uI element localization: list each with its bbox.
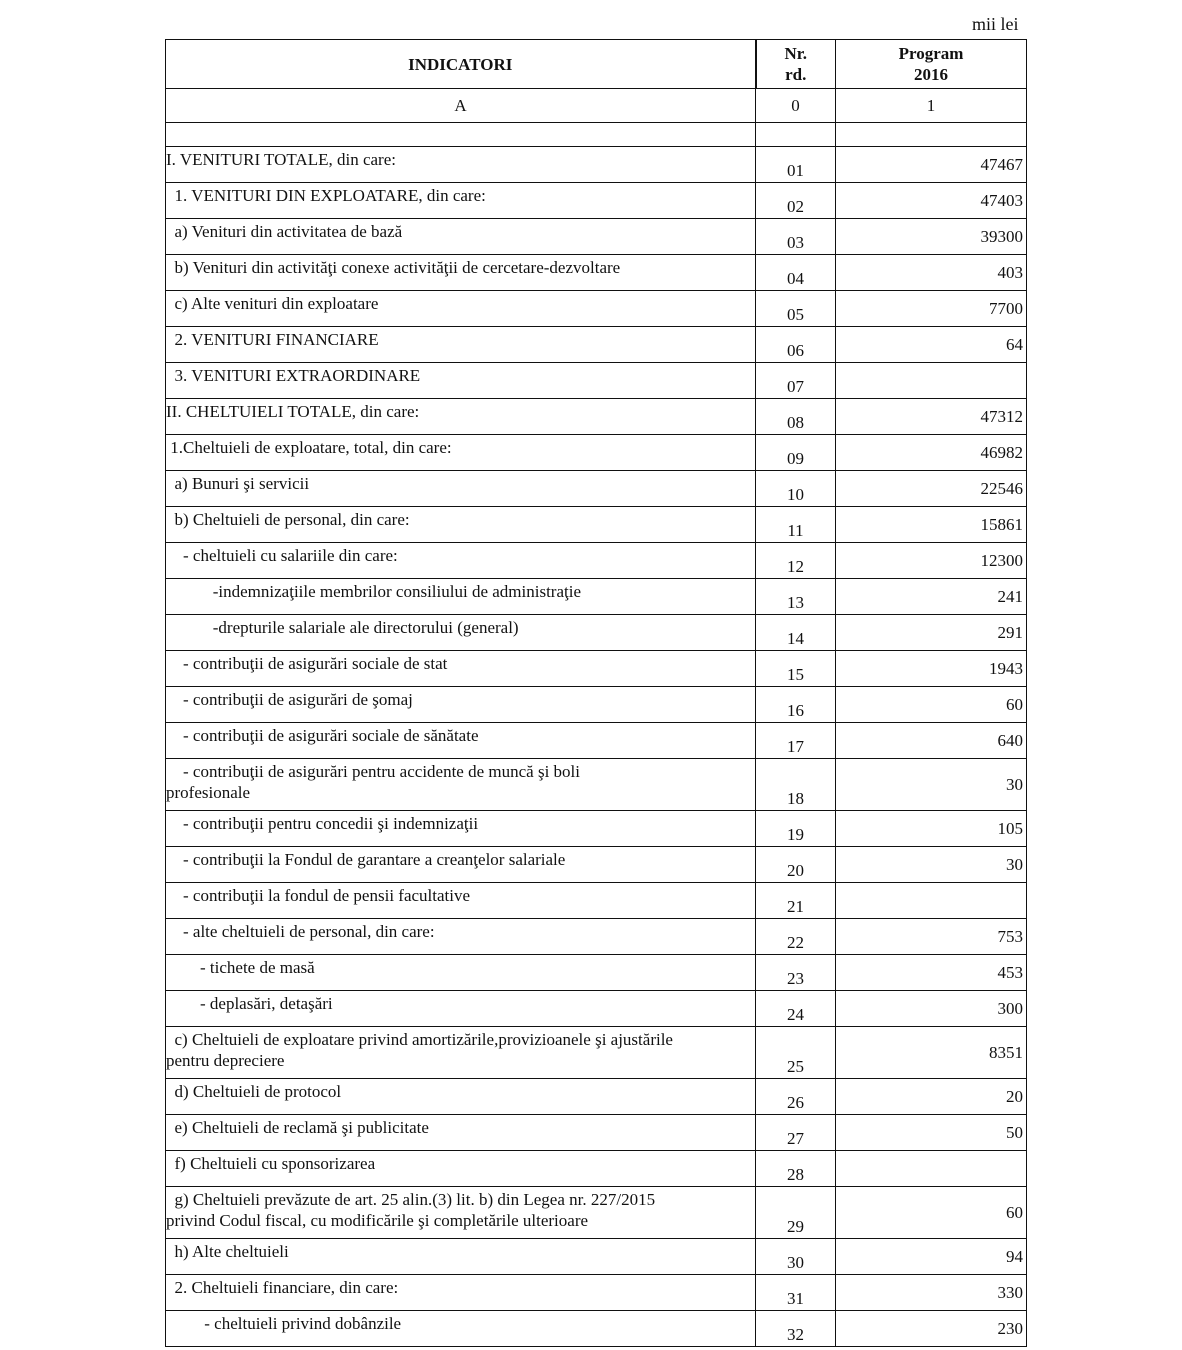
- table-row: [166, 847, 1027, 883]
- table-row: [166, 1311, 1027, 1347]
- program-value-cell: 30: [836, 847, 1027, 883]
- program-value-cell: 39300: [836, 219, 1027, 255]
- program-value-cell: 241: [836, 579, 1027, 615]
- program-value-cell: 330: [836, 1275, 1027, 1311]
- row-number-cell: 28: [756, 1151, 836, 1187]
- table-row: [166, 327, 1027, 363]
- program-value-cell: 8351: [836, 1027, 1027, 1079]
- indicator-cell: 3. VENITURI EXTRAORDINARE: [166, 363, 756, 399]
- program-value-cell: 403: [836, 255, 1027, 291]
- table-row: [166, 615, 1027, 651]
- program-value-cell: 47467: [836, 147, 1027, 183]
- indicator-cell: 2. VENITURI FINANCIARE: [166, 327, 756, 363]
- program-value-cell: 7700: [836, 291, 1027, 327]
- program-value-cell: 60: [836, 1187, 1027, 1239]
- budget-table: [165, 39, 1027, 1347]
- header-row-number: [756, 40, 836, 89]
- row-number-cell: 25: [756, 1027, 836, 1079]
- program-value-cell: 753: [836, 919, 1027, 955]
- indicator-cell: 1. VENITURI DIN EXPLOATARE, din care:: [166, 183, 756, 219]
- table-row: [166, 1275, 1027, 1311]
- indicator-cell: - contribuţii de asigurări sociale de sănătate: [166, 723, 756, 759]
- indicator-cell: a) Venituri din activitatea de bază: [166, 219, 756, 255]
- indicator-cell: - contribuţii pentru concedii şi indemnizaţii: [166, 811, 756, 847]
- indicator-cell: - cheltuieli privind dobânzile: [166, 1311, 756, 1347]
- table-row: [166, 543, 1027, 579]
- table-row: [166, 919, 1027, 955]
- indicator-cell: - contribuţii la Fondul de garantare a creanţelor salariale: [166, 847, 756, 883]
- indicator-cell: f) Cheltuieli cu sponsorizarea: [166, 1151, 756, 1187]
- program-value-cell: 453: [836, 955, 1027, 991]
- program-value-cell: 12300: [836, 543, 1027, 579]
- program-value-cell: 50: [836, 1115, 1027, 1151]
- row-number-cell: 12: [756, 543, 836, 579]
- table-row: [166, 1187, 1027, 1239]
- header-nr-line1: Nr.: [784, 44, 807, 63]
- index-a: A: [166, 89, 756, 123]
- table-row: [166, 759, 1027, 811]
- row-number-cell: 02: [756, 183, 836, 219]
- program-value-cell: 20: [836, 1079, 1027, 1115]
- table-row: [166, 399, 1027, 435]
- indicator-cell: b) Venituri din activităţi conexe activităţii de cercetare-dezvoltare: [166, 255, 756, 291]
- blank-cell: [166, 123, 756, 147]
- program-value-cell: 291: [836, 615, 1027, 651]
- program-value-cell: 22546: [836, 471, 1027, 507]
- column-index-row: [166, 89, 1027, 123]
- indicator-cell: - tichete de masă: [166, 955, 756, 991]
- table-row: [166, 1115, 1027, 1151]
- row-number-cell: 27: [756, 1115, 836, 1151]
- table-row: [166, 883, 1027, 919]
- table-row: [166, 507, 1027, 543]
- row-number-cell: 01: [756, 147, 836, 183]
- indicator-cell: 1.Cheltuieli de exploatare, total, din care:: [166, 435, 756, 471]
- indicator-cell: d) Cheltuieli de protocol: [166, 1079, 756, 1115]
- program-value-cell: [836, 883, 1027, 919]
- row-number-cell: 30: [756, 1239, 836, 1275]
- row-number-cell: 18: [756, 759, 836, 811]
- indicator-cell: - contribuţii de asigurări de şomaj: [166, 687, 756, 723]
- table-row: [166, 723, 1027, 759]
- indicator-cell: - contribuţii la fondul de pensii facultative: [166, 883, 756, 919]
- table-row: [166, 435, 1027, 471]
- blank-cell: [756, 123, 836, 147]
- indicator-cell: II. CHELTUIELI TOTALE, din care:: [166, 399, 756, 435]
- table-row: [166, 811, 1027, 847]
- header-program: [836, 40, 1027, 89]
- row-number-cell: 04: [756, 255, 836, 291]
- table-row: [166, 291, 1027, 327]
- program-value-cell: 640: [836, 723, 1027, 759]
- indicator-cell: b) Cheltuieli de personal, din care:: [166, 507, 756, 543]
- indicator-cell: 2. Cheltuieli financiare, din care:: [166, 1275, 756, 1311]
- row-number-cell: 19: [756, 811, 836, 847]
- row-number-cell: 06: [756, 327, 836, 363]
- indicator-cell: e) Cheltuieli de reclamă şi publicitate: [166, 1115, 756, 1151]
- indicator-cell: - contribuţii de asigurări sociale de stat: [166, 651, 756, 687]
- table-row: [166, 183, 1027, 219]
- table-row: [166, 687, 1027, 723]
- table-row: [166, 651, 1027, 687]
- row-number-cell: 21: [756, 883, 836, 919]
- row-number-cell: 31: [756, 1275, 836, 1311]
- indicator-cell: c) Alte venituri din exploatare: [166, 291, 756, 327]
- row-number-cell: 10: [756, 471, 836, 507]
- indicator-cell: - deplasări, detaşări: [166, 991, 756, 1027]
- header-nr-line2: rd.: [785, 65, 807, 84]
- blank-cell: [836, 123, 1027, 147]
- program-value-cell: 300: [836, 991, 1027, 1027]
- program-value-cell: 94: [836, 1239, 1027, 1275]
- row-number-cell: 14: [756, 615, 836, 651]
- index-b: 0: [756, 89, 836, 123]
- table-row: [166, 579, 1027, 615]
- program-value-cell: 64: [836, 327, 1027, 363]
- row-number-cell: 26: [756, 1079, 836, 1115]
- table-row: [166, 219, 1027, 255]
- table-row: [166, 147, 1027, 183]
- table-row: [166, 1151, 1027, 1187]
- row-number-cell: 22: [756, 919, 836, 955]
- indicator-cell: - contribuţii de asigurări pentru accidente de muncă şi boli profesionale: [166, 759, 756, 811]
- row-number-cell: 23: [756, 955, 836, 991]
- indicator-cell: -drepturile salariale ale directorului (general): [166, 615, 756, 651]
- table-row: [166, 1079, 1027, 1115]
- row-number-cell: 17: [756, 723, 836, 759]
- blank-row: [166, 123, 1027, 147]
- program-value-cell: 46982: [836, 435, 1027, 471]
- program-value-cell: 1943: [836, 651, 1027, 687]
- indicator-cell: - cheltuieli cu salariile din care:: [166, 543, 756, 579]
- table-row: [166, 255, 1027, 291]
- program-value-cell: 47403: [836, 183, 1027, 219]
- indicator-cell: a) Bunuri şi servicii: [166, 471, 756, 507]
- row-number-cell: 16: [756, 687, 836, 723]
- indicator-cell: g) Cheltuieli prevăzute de art. 25 alin.(3) lit. b) din Legea nr. 227/2015 privind Codul fiscal, cu modificările şi completările ulterioare: [166, 1187, 756, 1239]
- indicator-cell: h) Alte cheltuieli: [166, 1239, 756, 1275]
- program-value-cell: [836, 363, 1027, 399]
- indicator-cell: - alte cheltuieli de personal, din care:: [166, 919, 756, 955]
- table-row: [166, 991, 1027, 1027]
- table-header-row: [166, 40, 1027, 89]
- table-row: [166, 363, 1027, 399]
- program-value-cell: 60: [836, 687, 1027, 723]
- row-number-cell: 13: [756, 579, 836, 615]
- program-value-cell: 47312: [836, 399, 1027, 435]
- table-row: [166, 471, 1027, 507]
- program-value-cell: 15861: [836, 507, 1027, 543]
- program-value-cell: 105: [836, 811, 1027, 847]
- row-number-cell: 20: [756, 847, 836, 883]
- row-number-cell: 09: [756, 435, 836, 471]
- index-c: 1: [836, 89, 1027, 123]
- row-number-cell: 07: [756, 363, 836, 399]
- row-number-cell: 15: [756, 651, 836, 687]
- indicator-cell: I. VENITURI TOTALE, din care:: [166, 147, 756, 183]
- row-number-cell: 05: [756, 291, 836, 327]
- table-row: [166, 1239, 1027, 1275]
- row-number-cell: 03: [756, 219, 836, 255]
- row-number-cell: 24: [756, 991, 836, 1027]
- row-number-cell: 11: [756, 507, 836, 543]
- header-indicator: INDICATORI: [166, 40, 756, 89]
- program-value-cell: [836, 1151, 1027, 1187]
- program-value-cell: 230: [836, 1311, 1027, 1347]
- unit-label: mii lei: [972, 14, 1019, 34]
- row-number-cell: 08: [756, 399, 836, 435]
- row-number-cell: 32: [756, 1311, 836, 1347]
- program-value-cell: 30: [836, 759, 1027, 811]
- header-program-line1: Program: [898, 44, 964, 63]
- indicator-cell: -indemnizaţiile membrilor consiliului de administraţie: [166, 579, 756, 615]
- table-row: [166, 1027, 1027, 1079]
- header-program-line2: 2016: [914, 65, 948, 84]
- table-row: [166, 955, 1027, 991]
- row-number-cell: 29: [756, 1187, 836, 1239]
- indicator-cell: c) Cheltuieli de exploatare privind amortizările,provizioanele şi ajustările pentru depreciere: [166, 1027, 756, 1079]
